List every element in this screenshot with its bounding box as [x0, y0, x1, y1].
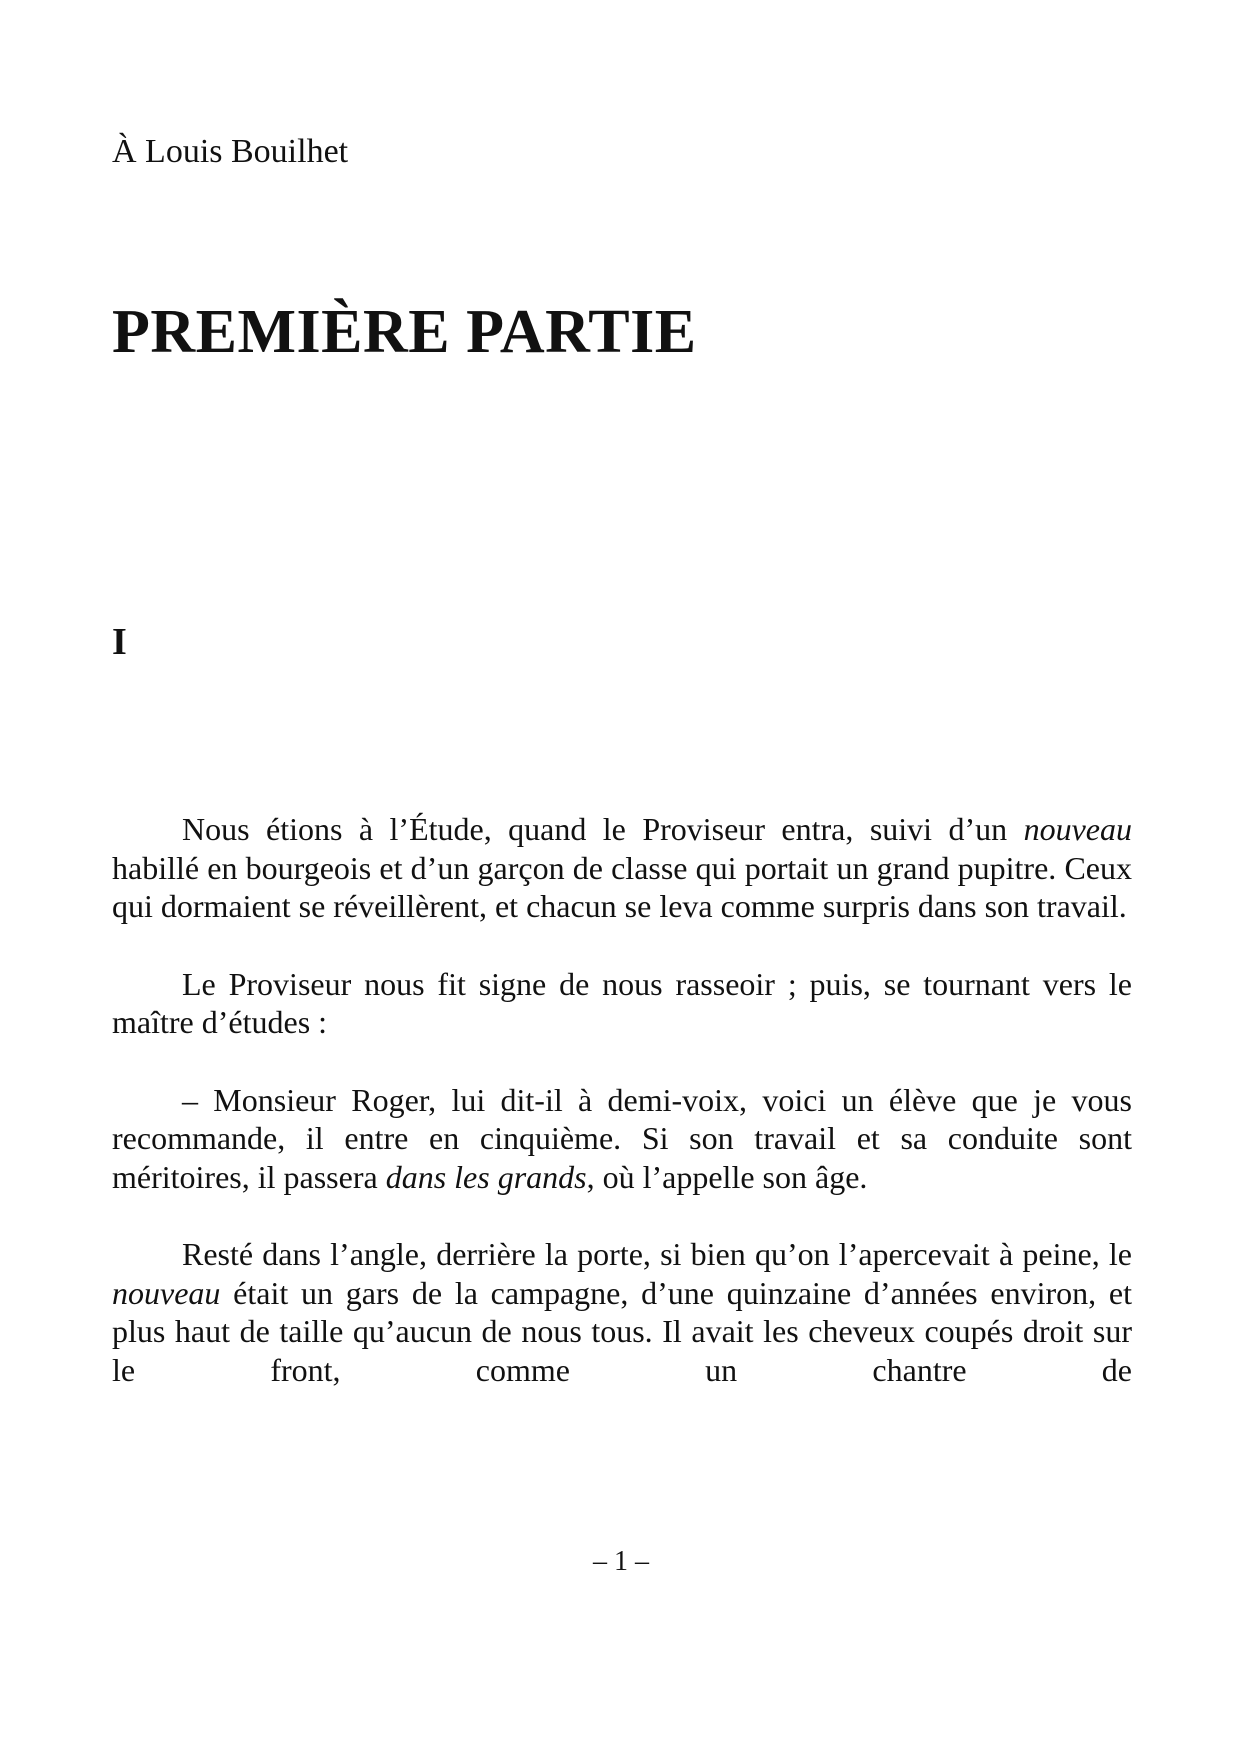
chapter-number: I [112, 621, 127, 663]
paragraph-2: Le Proviseur nous fit signe de nous rasseoir ; puis, se tournant vers le maître d’études : [112, 965, 1132, 1040]
page-number: – 1 – [593, 1546, 649, 1577]
dedication: À Louis Bouilhet [112, 133, 349, 170]
chapter-body [112, 810, 1132, 1389]
paragraph-3: – Monsieur Roger, lui dit-il à demi-voix, voici un élève que je vous recommande, il entre en cinquième. Si son travail et sa conduite sont méritoires, il passera dans les grands, où l’appelle son âge. [112, 1081, 1132, 1195]
paragraph-4: Resté dans l’angle, derrière la porte, si bien qu’on l’apercevait à peine, le nouveau était un gars de la campagne, d’une quinzaine d’années environ, et plus haut de taille qu’aucun de nous tous. Il avait les cheveux coupés droit sur le front, comme un chantre de [112, 1236, 1132, 1388]
part-title: PREMIÈRE PARTIE [112, 298, 697, 366]
paragraph-1: Nous étions à l’Étude, quand le Proviseur entra, suivi d’un nouveau habillé en bourgeois et d’un garçon de classe qui portait un grand pupitre. Ceux qui dormaient se réveillèrent, et chacun se leva comme surpris dans son travail. [112, 811, 1132, 924]
